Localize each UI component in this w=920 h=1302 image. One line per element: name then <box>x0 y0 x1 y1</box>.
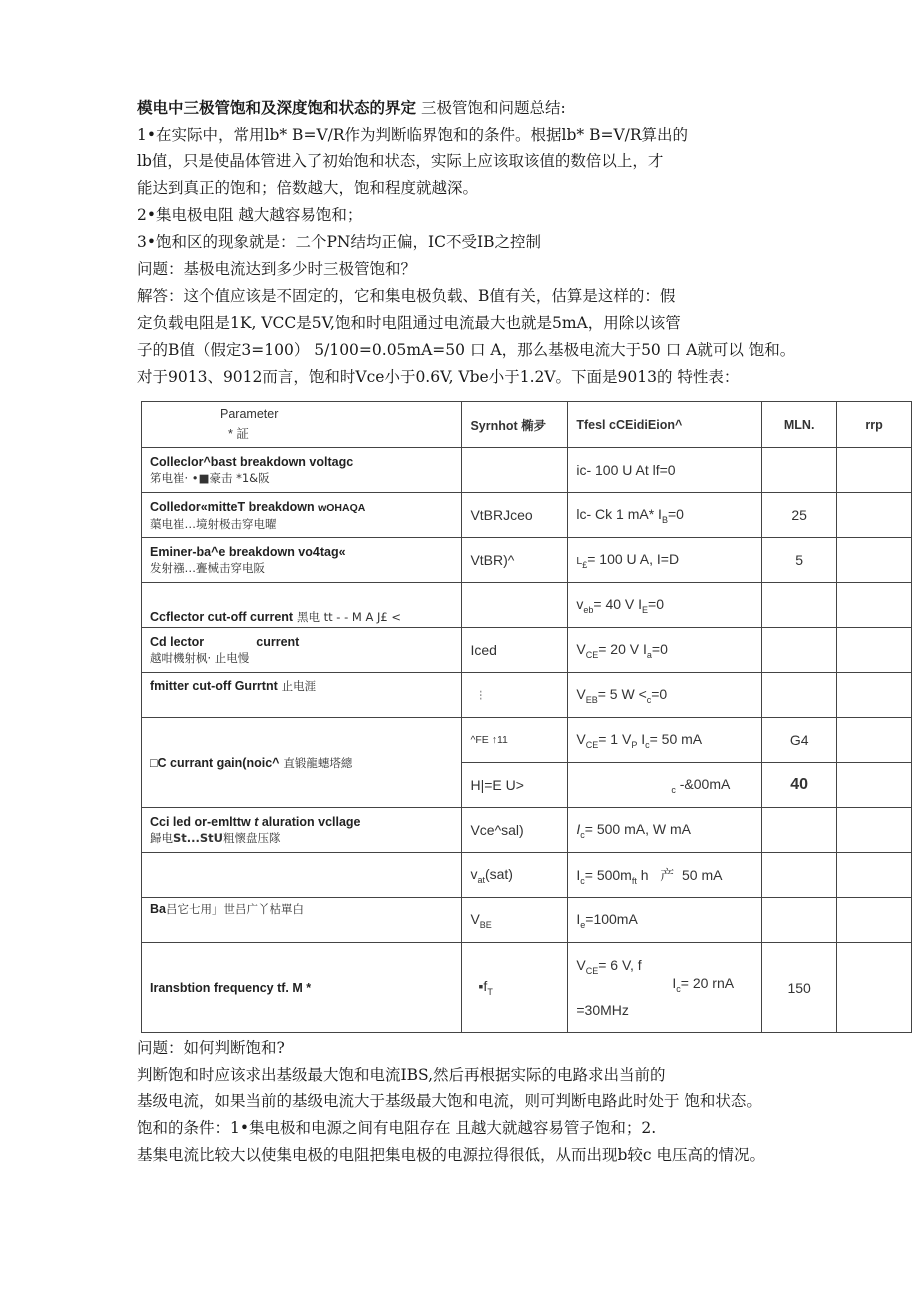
paragraph-line: 问题：如何判断饱和? <box>137 1039 285 1057</box>
symbol-cell <box>462 583 568 628</box>
typ-cell <box>837 628 912 673</box>
param-cn-bold: St...StU <box>173 831 224 845</box>
cond-text: v <box>576 595 584 612</box>
cond-sub: CE <box>585 965 599 976</box>
table-row <box>142 583 912 628</box>
min-cell <box>762 808 837 853</box>
sym-text: v <box>470 865 478 882</box>
param-cn: 止电涯 <box>281 679 317 693</box>
condition-cell <box>568 808 762 853</box>
cond-tail: = 40 V I <box>593 595 643 612</box>
header-parameter <box>142 402 462 448</box>
cond-sub: c <box>676 983 681 994</box>
paragraph-line: 基级电流，如果当前的基级电流大于基级最大饱和电流，则可判断电路此时处于 饱和状态。 <box>137 1092 762 1110</box>
table-row <box>142 628 912 673</box>
table-row <box>142 943 912 1033</box>
cond-right-text: I <box>672 974 677 991</box>
param-name-text: Colledor«mitteT breakdown <box>150 499 315 514</box>
cond-text: = 100 U A, I=D <box>587 550 680 567</box>
cond-sub: CE <box>585 649 599 660</box>
param-cn-pre: 歸电 <box>150 831 173 845</box>
table-row <box>142 538 912 583</box>
symbol-cell <box>462 943 568 1033</box>
cond-tail: = 50 mA <box>649 730 703 747</box>
param-cell <box>142 448 462 493</box>
paragraph-line: 能达到真正的饱和；倍数越大，饱和程度就越深。 <box>137 179 479 197</box>
cond-text: -&00mA <box>679 775 731 792</box>
typ-cell <box>837 763 912 808</box>
min-cell: 40 <box>762 763 837 808</box>
table-row <box>142 718 912 763</box>
symbol-cell <box>462 448 568 493</box>
param-name: fmitter cut-off Gurrtnt <box>150 679 278 693</box>
cond-sub: eb <box>583 604 594 615</box>
cond-sub: c <box>580 875 585 886</box>
table-row <box>142 853 912 898</box>
cond-sub: e <box>580 919 586 930</box>
param-cell <box>142 493 462 538</box>
symbol-cell: VtBR)^ <box>462 538 568 583</box>
cond-sub: CE <box>585 739 599 750</box>
condition-cell <box>568 628 762 673</box>
header-parameter-sub: * 証 <box>228 427 249 441</box>
param-cn: 黑电 tt - - M A J£ < <box>296 610 402 624</box>
title-suffix: 三极管饱和问题总结: <box>420 99 566 117</box>
param-cn: 直锻龍蟪塔總 <box>283 756 353 770</box>
symbol-cell: Vce^sal) <box>462 808 568 853</box>
typ-cell <box>837 718 912 763</box>
min-cell <box>762 673 837 718</box>
cond-text: I <box>576 866 581 883</box>
min-cell: 25 <box>762 493 837 538</box>
sym-sub: at <box>477 874 485 885</box>
param-name: Ba <box>150 902 166 916</box>
typ-cell <box>837 943 912 1033</box>
symbol-cell: Iced <box>462 628 568 673</box>
cond-tail: =0 <box>651 640 668 657</box>
param-name-tail: aluration vcllage <box>261 815 361 829</box>
min-cell: 5 <box>762 538 837 583</box>
cond-text: V <box>576 640 586 657</box>
cond-sub: B <box>661 514 668 525</box>
cond-tail: =0 <box>648 595 665 612</box>
typ-cell <box>837 538 912 583</box>
param-cell <box>142 628 462 673</box>
cond-text: I <box>576 820 581 837</box>
param-name-text: Cci led or-emlttw <box>150 815 251 829</box>
cond-sub: £ <box>582 559 588 570</box>
cond-tail: =0 <box>651 685 668 702</box>
paragraph-line: 2•集电极电阻 越大越容易饱和； <box>137 206 363 224</box>
paragraph-line: 子的B值（假定3=100） 5/100=0.05mA=50 口 A，那么基极电流大于50 口 A就可以 饱和。 <box>137 341 796 359</box>
param-name-italic: t <box>254 815 259 829</box>
cond-sub: c <box>580 829 585 840</box>
paragraph-line: 判断饱和时应该求出基级最大饱和电流IBS,然后再根据实际的电路求出当前的 <box>137 1066 666 1084</box>
param-cell <box>142 808 462 853</box>
symbol-cell: ^FE ↑11 <box>462 718 568 763</box>
param-cell <box>142 538 462 583</box>
condition-cell <box>568 943 762 1033</box>
cond-sub: c <box>671 784 676 795</box>
symbol-cell: ⁝ <box>462 673 568 718</box>
param-cn-tail: 粗懷盘压隊 <box>223 831 281 845</box>
cond-sub: c <box>645 739 650 750</box>
cond-tail: = 500m <box>584 866 632 883</box>
table-row <box>142 898 912 943</box>
cond-sub: E <box>642 604 649 615</box>
paragraph-line: 定负载电阻是1K, VCC是5V,饱和时电阻通过电流最大也就是5mA，用除以该管 <box>137 314 681 332</box>
condition-cell <box>568 493 762 538</box>
min-cell <box>762 628 837 673</box>
typ-cell <box>837 583 912 628</box>
cond-tail: = 20 V I <box>598 640 647 657</box>
param-cn <box>150 830 453 846</box>
param-cn: 蕖电崔…境射极击穿电曜 <box>150 516 277 531</box>
param-cell: Iransbtion frequency tf. M * <box>142 943 462 1033</box>
condition-cell <box>568 538 762 583</box>
symbol-cell <box>462 853 568 898</box>
paragraph-line: 基集电流比较大以使集电极的电阻把集电极的电源拉得很低，从而出现b较c 电压高的情况。 <box>137 1146 766 1164</box>
sym-tail: (sat) <box>484 865 513 882</box>
condition-cell <box>568 673 762 718</box>
cond-tail: I <box>637 730 646 747</box>
table-row <box>142 673 912 718</box>
cond-sub: ft <box>631 875 637 886</box>
param-cn: 笫电崔· •■豪击 *1&阪 <box>150 471 270 485</box>
min-cell <box>762 448 837 493</box>
param-cell <box>142 673 462 718</box>
cond-pre: L <box>576 554 583 567</box>
cond-text: V <box>576 685 586 702</box>
sym-text: ▪f <box>478 978 488 995</box>
min-cell: 150 <box>762 943 837 1033</box>
cond-sub: EB <box>585 694 598 705</box>
paragraph-line: 1•在实际中，常用lb* B=V/R作为判断临界饱和的条件。根据lb* B=V/R算出的 <box>137 126 689 144</box>
typ-cell <box>837 853 912 898</box>
sym-sub: T <box>487 986 493 997</box>
typ-cell <box>837 448 912 493</box>
cond-tail: = 1 V <box>598 730 632 747</box>
cond-tail: =0 <box>667 505 684 522</box>
param-name <box>150 814 453 830</box>
param-name <box>150 499 453 516</box>
symbol-cell: H|=E U> <box>462 763 568 808</box>
cond-sub: a <box>646 649 652 660</box>
cond-line2: =30MHz <box>576 1002 629 1019</box>
typ-cell <box>837 673 912 718</box>
table-row <box>142 493 912 538</box>
param-cn: 吕它七用」世吕广丫枯單白 <box>165 902 304 916</box>
cond-tail: =100mA <box>585 910 638 927</box>
param-cell <box>142 583 462 628</box>
cond-text: I <box>576 910 581 927</box>
min-cell: G4 <box>762 718 837 763</box>
spec-table <box>141 401 912 1033</box>
param-cell <box>142 718 462 808</box>
cond-sub: c <box>646 694 652 705</box>
cond-right-tail: = 20 rnA <box>680 974 735 991</box>
cond-text: V <box>576 956 586 973</box>
param-name-tail: wOHAQA <box>318 501 366 514</box>
table-header-row <box>142 402 912 448</box>
typ-cell <box>837 898 912 943</box>
symbol-cell <box>462 898 568 943</box>
condition-cell: ic- 100 U At lf=0 <box>568 448 762 493</box>
header-parameter-label: Parameter <box>220 407 279 421</box>
min-cell <box>762 853 837 898</box>
cond-tail: h 产 50 mA <box>636 866 723 883</box>
cond-tail: = 5 W < <box>597 685 647 702</box>
sym-text: V <box>470 910 480 927</box>
title-bold: 模电中三极管饱和及深度饱和状态的界定 <box>137 98 417 117</box>
param-name: Colleclor^bast breakdown voltagc <box>150 455 354 469</box>
paragraph-line: 对于9013、9012而言，饱和时Vce小于0.6V, Vbe小于1.2V。下面是9013的 特性表： <box>137 368 740 386</box>
header-min: MLN. <box>762 402 837 448</box>
param-name: Cd lector current <box>150 635 300 649</box>
paragraph-line: 饱和的条件：1•集电极和电源之间有电阻存在 且越大就越容易管子饱和；2. <box>137 1119 657 1137</box>
condition-cell <box>568 853 762 898</box>
param-cell <box>142 898 462 943</box>
cond-sub: P <box>631 739 638 750</box>
param-cn: 发射襁…亹械击穿电阪 <box>150 561 265 575</box>
paragraph-line: lb值，只是使晶体管进入了初始饱和状态，实际上应该取该值的数倍以上，才 <box>137 152 664 170</box>
table-row <box>142 808 912 853</box>
typ-cell <box>837 808 912 853</box>
header-typ: rrp <box>837 402 912 448</box>
sym-sub: BE <box>479 919 492 930</box>
cond-tail: = 500 mA, W mA <box>584 820 691 837</box>
min-cell <box>762 583 837 628</box>
typ-cell <box>837 493 912 538</box>
condition-cell <box>568 718 762 763</box>
condition-cell <box>568 583 762 628</box>
condition-cell <box>568 898 762 943</box>
cond-text: lc- Ck 1 mA* I <box>576 505 662 522</box>
param-name: Eminer-ba^e breakdown vo4tag« <box>150 545 346 559</box>
table-row <box>142 448 912 493</box>
param-cell <box>142 853 462 898</box>
paragraph-line: 3•饱和区的现象就是：二个PN结均正偏，IC不受IB之控制 <box>137 233 541 251</box>
min-cell <box>762 898 837 943</box>
condition-cell <box>568 763 762 808</box>
param-cn: 越咁機射枫· 止电慢 <box>150 651 250 665</box>
symbol-cell: VtBRJceo <box>462 493 568 538</box>
header-conditions: Tfesl cCEidiEion^ <box>568 402 762 448</box>
param-name: □C currant gain(noic^ <box>150 756 280 770</box>
paragraph-line: 问题：基极电流达到多少时三极管饱和？ <box>137 260 417 278</box>
header-symbol: Syrnhot 椭夛 <box>462 402 568 448</box>
doc-title <box>137 98 566 118</box>
cond-tail: = 6 V, f <box>598 956 642 973</box>
cond-text: V <box>576 730 586 747</box>
param-name: Ccflector cut-off current <box>150 610 294 624</box>
paragraph-line: 解答：这个值应该是不固定的，它和集电极负载、B值有关，估算是这样的：假 <box>137 287 676 305</box>
